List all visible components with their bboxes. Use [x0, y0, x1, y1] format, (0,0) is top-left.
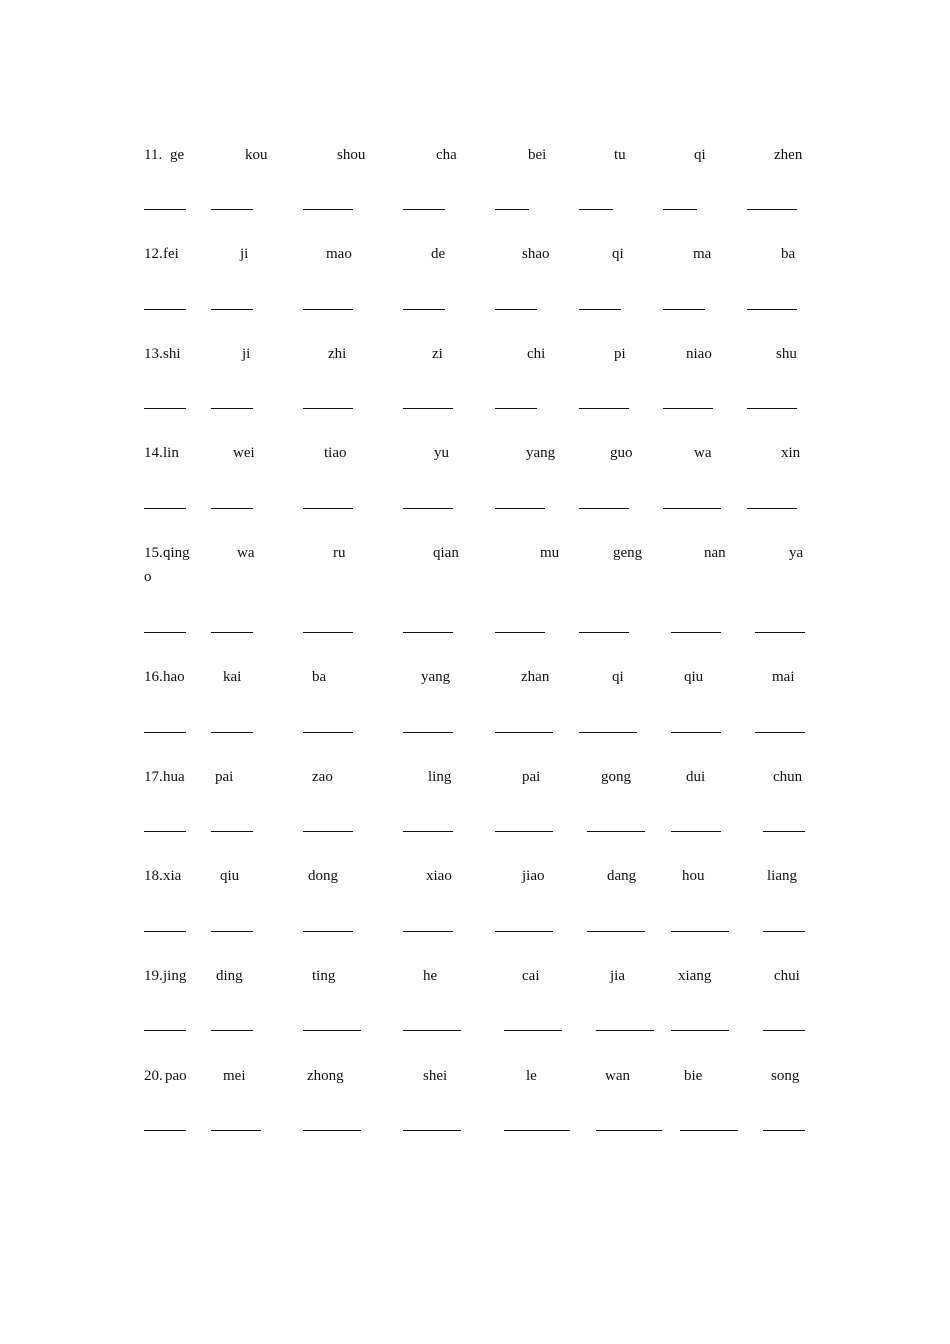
pinyin-word: cha	[436, 147, 457, 163]
pinyin-word: liang	[767, 868, 797, 884]
answer-blank[interactable]	[211, 1030, 253, 1031]
answer-blank[interactable]	[495, 732, 553, 733]
pinyin-word: ya	[789, 545, 804, 561]
answer-blank[interactable]	[755, 632, 805, 633]
answer-blank[interactable]	[579, 408, 629, 409]
pinyin-word: guo	[610, 445, 633, 461]
answer-blank[interactable]	[403, 1030, 461, 1031]
pinyin-word: wa	[237, 545, 255, 561]
answer-blank[interactable]	[211, 408, 253, 409]
pinyin-word: kou	[245, 147, 268, 163]
answer-blank[interactable]	[303, 931, 353, 932]
answer-blank[interactable]	[144, 408, 186, 409]
pinyin-word: qian	[433, 545, 459, 561]
pinyin-word: chun	[773, 769, 803, 785]
pinyin-word: xia	[163, 868, 182, 884]
answer-blank[interactable]	[303, 408, 353, 409]
pinyin-word: ma	[693, 246, 712, 262]
exercise-number: 11.	[144, 147, 163, 163]
answer-blank[interactable]	[144, 1030, 186, 1031]
answer-blank[interactable]	[144, 931, 186, 932]
exercise-number: 12.	[144, 246, 163, 262]
pinyin-word: shou	[337, 147, 366, 163]
answer-blank[interactable]	[303, 831, 353, 832]
pinyin-word: mai	[772, 669, 795, 685]
answer-blank[interactable]	[144, 831, 186, 832]
answer-blank[interactable]	[403, 408, 453, 409]
answer-blank[interactable]	[303, 732, 353, 733]
pinyin-word: zi	[432, 346, 443, 362]
pinyin-word: niao	[686, 346, 712, 362]
answer-blank[interactable]	[596, 1130, 662, 1131]
answer-blank[interactable]	[303, 209, 353, 210]
answer-blank[interactable]	[747, 209, 797, 210]
pinyin-word: wei	[233, 445, 255, 461]
pinyin-word: pi	[614, 346, 626, 362]
pinyin-word: tiao	[324, 445, 347, 461]
answer-blank[interactable]	[144, 309, 186, 310]
answer-blank[interactable]	[144, 1130, 186, 1131]
pinyin-word: de	[431, 246, 446, 262]
answer-blank[interactable]	[579, 732, 637, 733]
pinyin-word: xiao	[426, 868, 452, 884]
answer-blank[interactable]	[495, 632, 545, 633]
answer-blank[interactable]	[763, 1030, 805, 1031]
exercise-number: 19.	[144, 968, 163, 984]
answer-blank[interactable]	[495, 831, 553, 832]
pinyin-word: zhan	[521, 669, 550, 685]
pinyin-word: tu	[614, 147, 626, 163]
answer-blank[interactable]	[504, 1130, 570, 1131]
exercise-number: 17.	[144, 769, 163, 785]
answer-blank[interactable]	[763, 931, 805, 932]
answer-blank[interactable]	[144, 632, 186, 633]
pinyin-word: pai	[522, 769, 541, 785]
answer-blank[interactable]	[763, 831, 805, 832]
pinyin-word: chi	[527, 346, 546, 362]
answer-blank[interactable]	[211, 831, 253, 832]
answer-blank[interactable]	[211, 309, 253, 310]
answer-blank[interactable]	[144, 732, 186, 733]
pinyin-word: dui	[686, 769, 706, 785]
answer-blank[interactable]	[680, 1130, 738, 1131]
pinyin-word: chui	[774, 968, 800, 984]
answer-blank[interactable]	[403, 931, 453, 932]
answer-blank[interactable]	[747, 508, 797, 509]
pinyin-word: mao	[326, 246, 352, 262]
pinyin-word: dong	[308, 868, 338, 884]
answer-blank[interactable]	[403, 732, 453, 733]
pinyin-word: shei	[423, 1068, 448, 1084]
answer-blank[interactable]	[579, 209, 613, 210]
answer-blank[interactable]	[671, 632, 721, 633]
answer-blank[interactable]	[671, 831, 721, 832]
answer-blank[interactable]	[144, 209, 186, 210]
pinyin-word: fei	[163, 246, 179, 262]
answer-blank[interactable]	[303, 508, 353, 509]
exercise-number: 18.	[144, 868, 163, 884]
pinyin-word-wrapped: o	[144, 569, 152, 585]
answer-blank[interactable]	[596, 1030, 654, 1031]
pinyin-word: lin	[163, 445, 179, 461]
answer-blank[interactable]	[403, 632, 453, 633]
answer-blank[interactable]	[403, 831, 453, 832]
pinyin-word: zao	[312, 769, 333, 785]
answer-blank[interactable]	[663, 508, 721, 509]
exercise-number: 20.	[144, 1068, 163, 1084]
answer-blank[interactable]	[671, 931, 729, 932]
answer-blank[interactable]	[495, 209, 529, 210]
pinyin-word: shi	[163, 346, 181, 362]
answer-blank[interactable]	[403, 209, 445, 210]
pinyin-word: mei	[223, 1068, 246, 1084]
answer-blank[interactable]	[403, 1130, 461, 1131]
answer-blank[interactable]	[587, 831, 645, 832]
pinyin-word: zhong	[307, 1068, 344, 1084]
pinyin-word: ji	[242, 346, 251, 362]
answer-blank[interactable]	[671, 1030, 729, 1031]
pinyin-word: he	[423, 968, 438, 984]
answer-blank[interactable]	[663, 209, 697, 210]
answer-blank[interactable]	[504, 1030, 562, 1031]
answer-blank[interactable]	[579, 632, 629, 633]
pinyin-word: qi	[694, 147, 706, 163]
pinyin-word: geng	[613, 545, 643, 561]
pinyin-word: mu	[540, 545, 560, 561]
answer-blank[interactable]	[495, 309, 537, 310]
pinyin-word: ba	[312, 669, 327, 685]
answer-blank[interactable]	[144, 508, 186, 509]
pinyin-word: jing	[163, 968, 187, 984]
pinyin-word: hao	[163, 669, 185, 685]
pinyin-word: yang	[526, 445, 556, 461]
pinyin-word: ba	[781, 246, 796, 262]
answer-blank[interactable]	[747, 408, 797, 409]
pinyin-word: bie	[684, 1068, 703, 1084]
pinyin-word: xiang	[678, 968, 712, 984]
answer-blank[interactable]	[211, 209, 253, 210]
pinyin-word: xin	[781, 445, 801, 461]
answer-blank[interactable]	[211, 732, 253, 733]
pinyin-word: ling	[428, 769, 452, 785]
answer-blank[interactable]	[495, 408, 537, 409]
pinyin-word: le	[526, 1068, 537, 1084]
answer-blank[interactable]	[211, 508, 253, 509]
answer-blank[interactable]	[211, 931, 253, 932]
pinyin-word: yu	[434, 445, 449, 461]
answer-blank[interactable]	[303, 309, 353, 310]
pinyin-word: shu	[776, 346, 797, 362]
answer-blank[interactable]	[587, 931, 645, 932]
pinyin-word: pao	[165, 1068, 187, 1084]
pinyin-word: pai	[215, 769, 234, 785]
pinyin-word: qiu	[220, 868, 240, 884]
pinyin-word: gong	[601, 769, 631, 785]
pinyin-word: jia	[610, 968, 625, 984]
pinyin-word: zhen	[774, 147, 803, 163]
answer-blank[interactable]	[303, 1030, 361, 1031]
pinyin-word: hou	[682, 868, 705, 884]
pinyin-word: qing	[163, 545, 190, 561]
answer-blank[interactable]	[747, 309, 797, 310]
answer-blank[interactable]	[763, 1130, 805, 1131]
pinyin-word: ji	[240, 246, 249, 262]
pinyin-word: nan	[704, 545, 726, 561]
pinyin-word: ting	[312, 968, 336, 984]
answer-blank[interactable]	[495, 508, 545, 509]
pinyin-word: qiu	[684, 669, 704, 685]
answer-blank[interactable]	[403, 309, 445, 310]
exercise-number: 14.	[144, 445, 163, 461]
pinyin-word: ru	[333, 545, 346, 561]
pinyin-word: bei	[528, 147, 547, 163]
pinyin-word: wan	[605, 1068, 630, 1084]
answer-blank[interactable]	[755, 732, 805, 733]
pinyin-word: wa	[694, 445, 712, 461]
pinyin-word: shao	[522, 246, 550, 262]
pinyin-word: cai	[522, 968, 540, 984]
exercise-number: 13.	[144, 346, 163, 362]
answer-blank[interactable]	[211, 1130, 261, 1131]
pinyin-word: ding	[216, 968, 243, 984]
answer-blank[interactable]	[663, 408, 713, 409]
answer-blank[interactable]	[671, 732, 721, 733]
answer-blank[interactable]	[579, 508, 629, 509]
pinyin-word: song	[771, 1068, 800, 1084]
pinyin-word: dang	[607, 868, 637, 884]
exercise-number: 16.	[144, 669, 163, 685]
pinyin-word: hua	[163, 769, 185, 785]
answer-blank[interactable]	[579, 309, 621, 310]
answer-blank[interactable]	[303, 632, 353, 633]
answer-blank[interactable]	[303, 1130, 361, 1131]
pinyin-word: yang	[421, 669, 451, 685]
answer-blank[interactable]	[403, 508, 453, 509]
answer-blank[interactable]	[211, 632, 253, 633]
pinyin-word: qi	[612, 246, 624, 262]
answer-blank[interactable]	[495, 931, 553, 932]
pinyin-word: ge	[170, 147, 185, 163]
pinyin-word: qi	[612, 669, 624, 685]
pinyin-word: kai	[223, 669, 242, 685]
answer-blank[interactable]	[663, 309, 705, 310]
exercise-number: 15.	[144, 545, 163, 561]
pinyin-word: jiao	[522, 868, 545, 884]
pinyin-word: zhi	[328, 346, 347, 362]
